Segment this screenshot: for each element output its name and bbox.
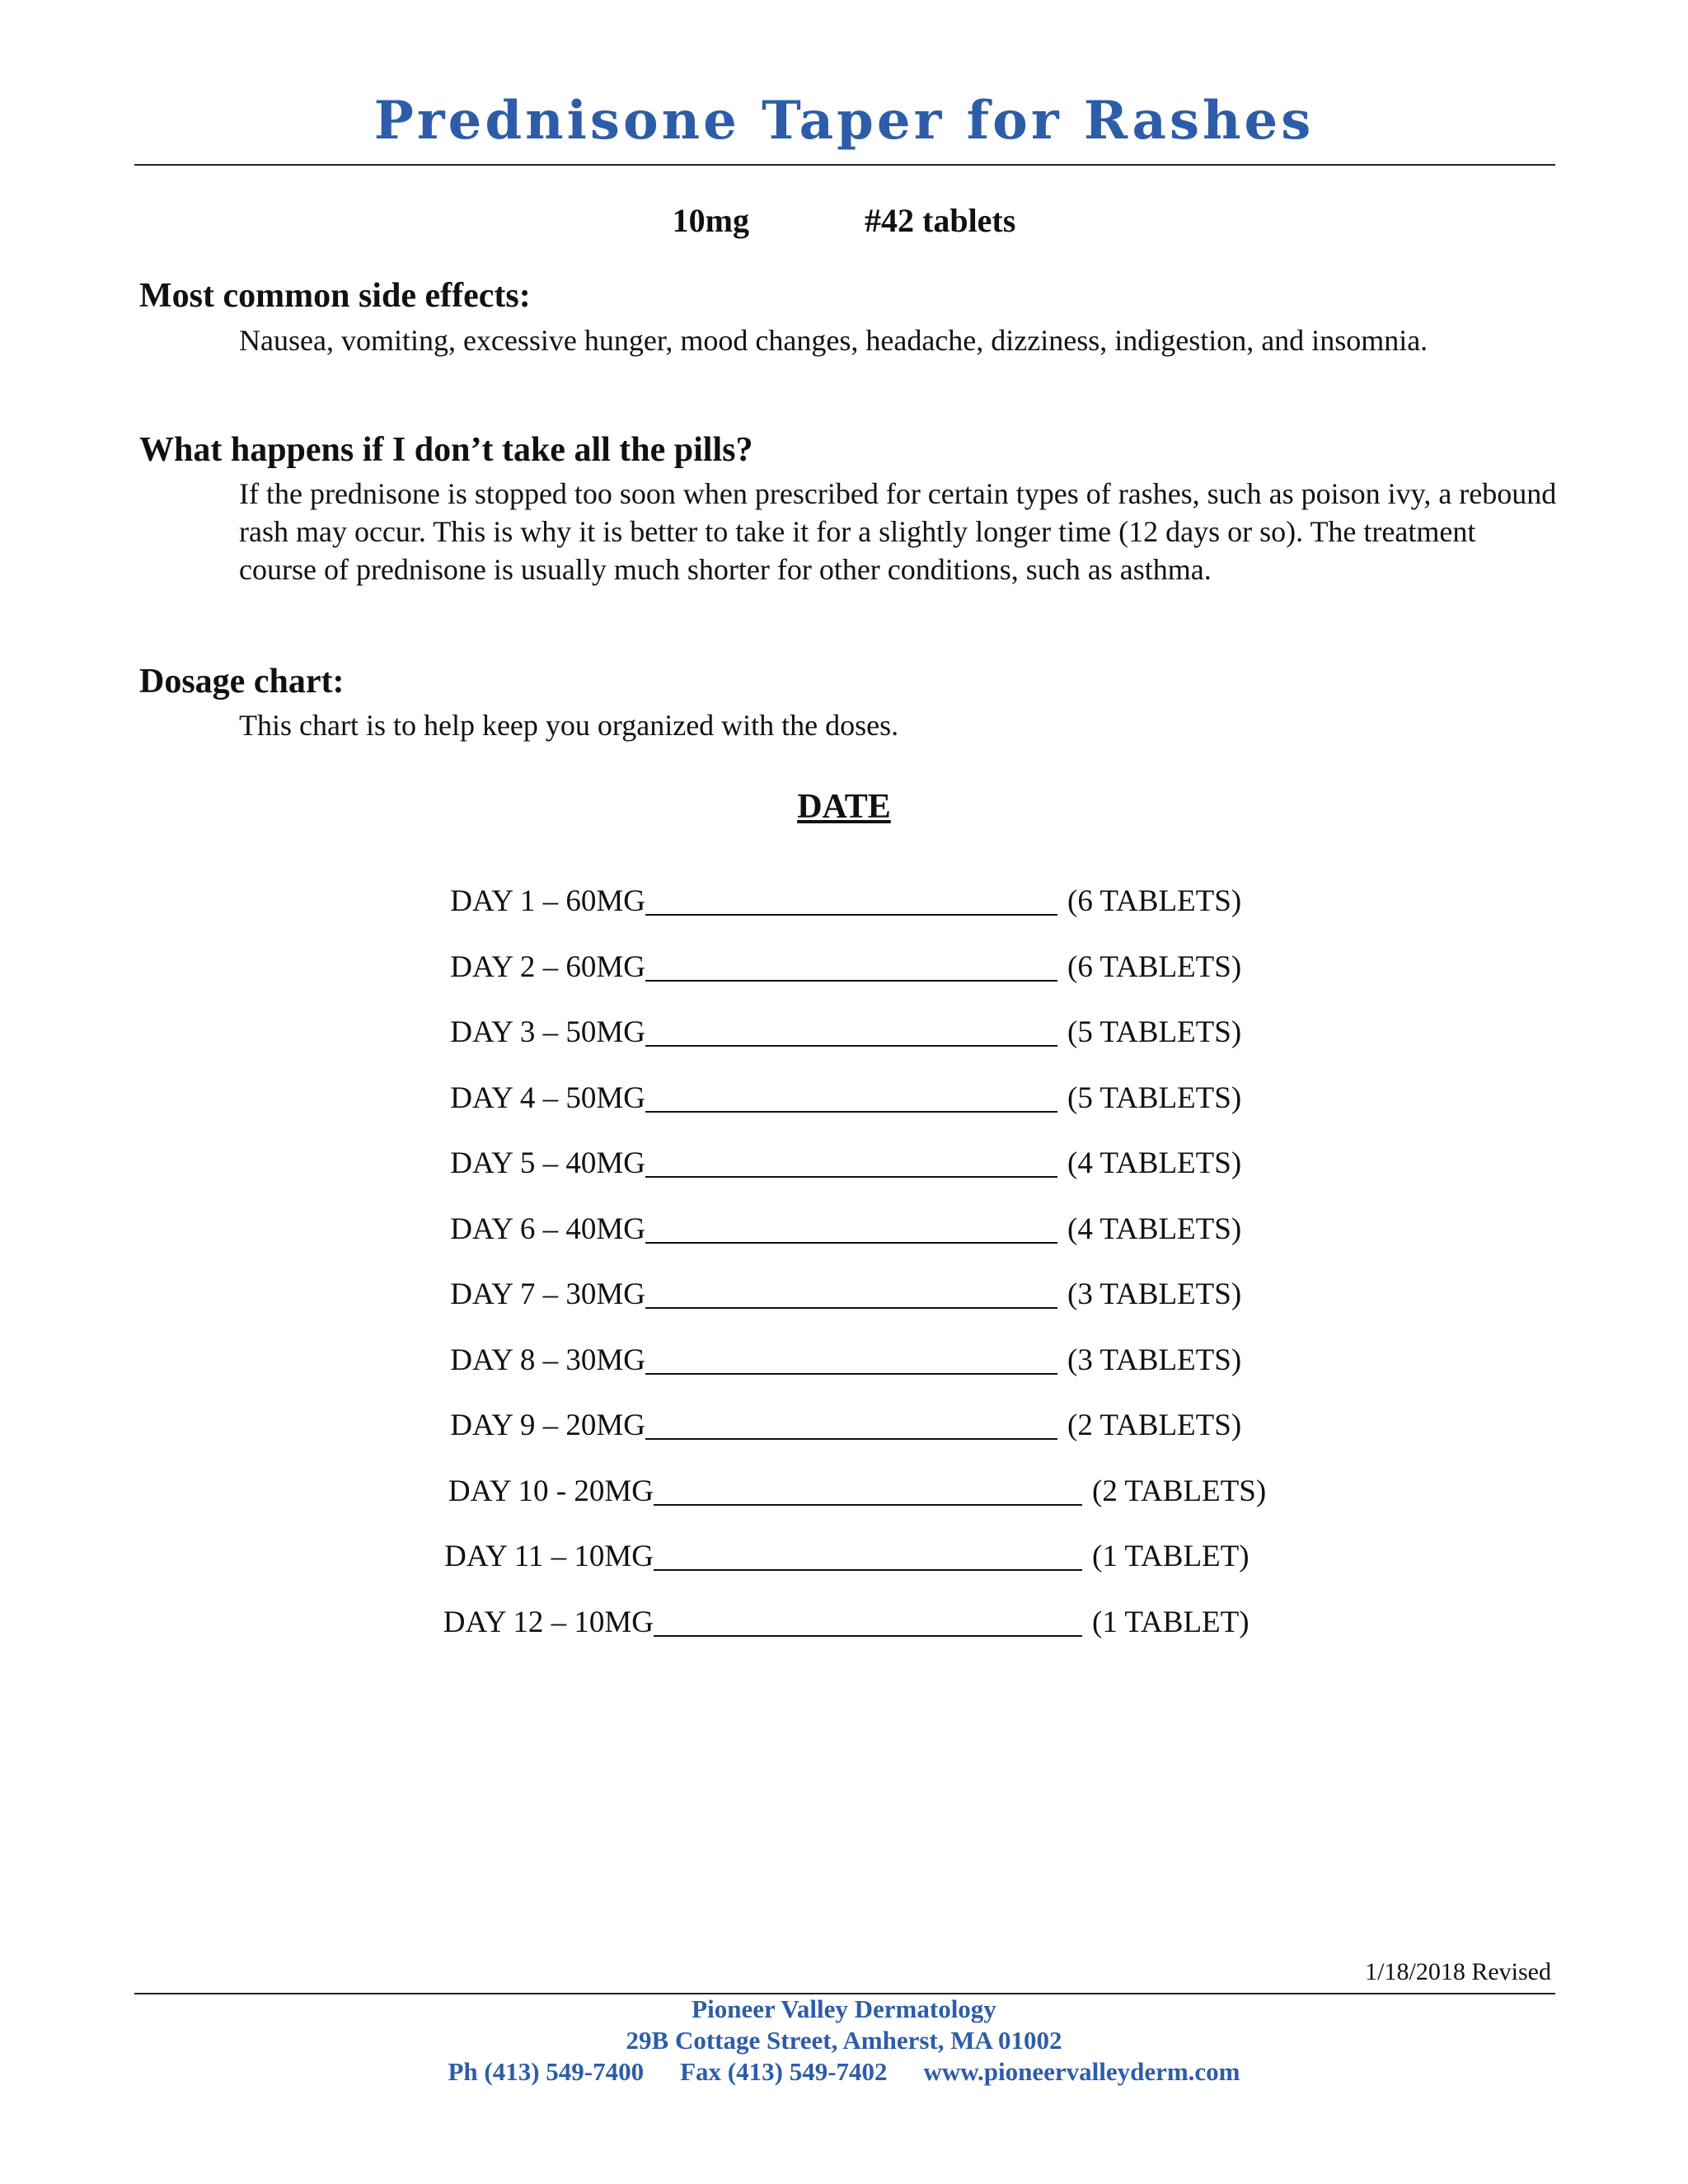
date-entry-line[interactable] — [654, 1635, 1082, 1637]
date-entry-line[interactable] — [645, 1176, 1057, 1178]
dosage-day-label: DAY 6 – 40MG — [450, 1212, 645, 1246]
dosage-tablet-count: (3 TABLETS) — [1067, 1343, 1242, 1377]
document-title: Prednisone Taper for Rashes — [373, 90, 1315, 152]
dosage-row — [0, 1279, 1688, 1329]
dosage-day-label: DAY 5 – 40MG — [450, 1146, 645, 1180]
dosage-day-label: DAY 3 – 50MG — [450, 1015, 645, 1049]
dosage-day-label: DAY 11 – 10MG — [444, 1540, 654, 1573]
date-entry-line[interactable] — [645, 1438, 1057, 1440]
footer-practice-name: Pioneer Valley Dermatology — [692, 1994, 996, 2023]
dose-strength: 10mg — [672, 202, 749, 239]
dose-quantity: #42 tablets — [865, 202, 1016, 239]
footer-contact — [0, 2059, 1688, 2084]
dosage-day-label: DAY 8 – 30MG — [450, 1343, 645, 1377]
date-entry-line[interactable] — [645, 1307, 1057, 1309]
dosage-row — [0, 1476, 1688, 1526]
dosage-tablet-count: (5 TABLETS) — [1067, 1015, 1242, 1049]
dosage-tablet-count: (6 TABLETS) — [1067, 949, 1242, 984]
date-entry-line[interactable] — [645, 914, 1057, 916]
side-effects-text: Nausea, vomiting, excessive hunger, mood changes, headache, dizziness, indigestion, and insomnia. — [239, 324, 1428, 357]
date-entry-line[interactable] — [645, 1242, 1057, 1244]
dosage-day-label: DAY 1 – 60MG — [450, 884, 645, 918]
date-entry-line[interactable] — [645, 1045, 1057, 1047]
date-entry-line[interactable] — [645, 980, 1057, 982]
dosage-day-label: DAY 12 – 10MG — [443, 1605, 654, 1639]
dose-info — [0, 204, 1688, 237]
dosage-row — [0, 1345, 1688, 1394]
dosage-row — [0, 1607, 1688, 1657]
dosage-row — [0, 1148, 1688, 1197]
dosage-tablet-count: (1 TABLET) — [1092, 1540, 1250, 1573]
date-entry-line[interactable] — [645, 1111, 1057, 1113]
footer-website[interactable]: www.pioneervalleyderm.com — [923, 2057, 1240, 2086]
dosage-row — [0, 1410, 1688, 1460]
dosage-row — [0, 1080, 1688, 1132]
dosage-row — [0, 1214, 1688, 1263]
dosage-tablet-count: (3 TABLETS) — [1067, 1277, 1242, 1311]
missed-pills-heading: What happens if I don’t take all the pills? — [139, 431, 753, 469]
dosage-tablet-count: (2 TABLETS) — [1092, 1474, 1267, 1508]
footer-phone: Ph (413) 549-7400 — [448, 2057, 645, 2086]
date-column-label: DATE — [797, 788, 891, 826]
dosage-chart-heading: Dosage chart: — [139, 663, 345, 701]
footer-fax: Fax (413) 549-7402 — [680, 2057, 888, 2086]
date-entry-line[interactable] — [654, 1504, 1082, 1506]
dosage-tablet-count: (4 TABLETS) — [1067, 1146, 1242, 1180]
dosage-day-label: DAY 2 – 60MG — [450, 949, 645, 984]
dosage-row — [0, 949, 1688, 1001]
dosage-tablet-count: (5 TABLETS) — [1067, 1080, 1242, 1115]
missed-pills-text: If the prednisone is stopped too soon when prescribed for certain types of rashes, such as poison ivy, a rebound rash may occur. This is why it is better to take it for a slightly longer time (12 days or so). The treatment course of prednisone is usually much shorter for other conditions, such as asthma. — [239, 477, 1557, 586]
dosage-row — [0, 886, 1688, 935]
dosage-day-label: DAY 9 – 20MG — [450, 1408, 645, 1442]
dosage-tablet-count: (4 TABLETS) — [1067, 1212, 1242, 1246]
dosage-day-label: DAY 7 – 30MG — [450, 1277, 645, 1311]
dosage-row — [0, 1541, 1688, 1591]
dosage-day-label: DAY 10 - 20MG — [448, 1474, 654, 1508]
dosage-chart-text: This chart is to help keep you organized with the doses. — [239, 709, 899, 742]
dosage-day-label: DAY 4 – 50MG — [450, 1080, 645, 1115]
date-entry-line[interactable] — [645, 1373, 1057, 1375]
revision-date: 1/18/2018 Revised — [1365, 1958, 1551, 1985]
dosage-tablet-count: (6 TABLETS) — [1067, 884, 1242, 918]
title-divider — [134, 164, 1555, 166]
footer-address: 29B Cottage Street, Amherst, MA 01002 — [626, 2026, 1062, 2055]
dosage-row — [0, 1017, 1688, 1066]
dosage-tablet-count: (1 TABLET) — [1092, 1605, 1250, 1639]
date-entry-line[interactable] — [654, 1569, 1082, 1571]
dosage-tablet-count: (2 TABLETS) — [1067, 1408, 1242, 1442]
side-effects-heading: Most common side effects: — [139, 277, 531, 315]
